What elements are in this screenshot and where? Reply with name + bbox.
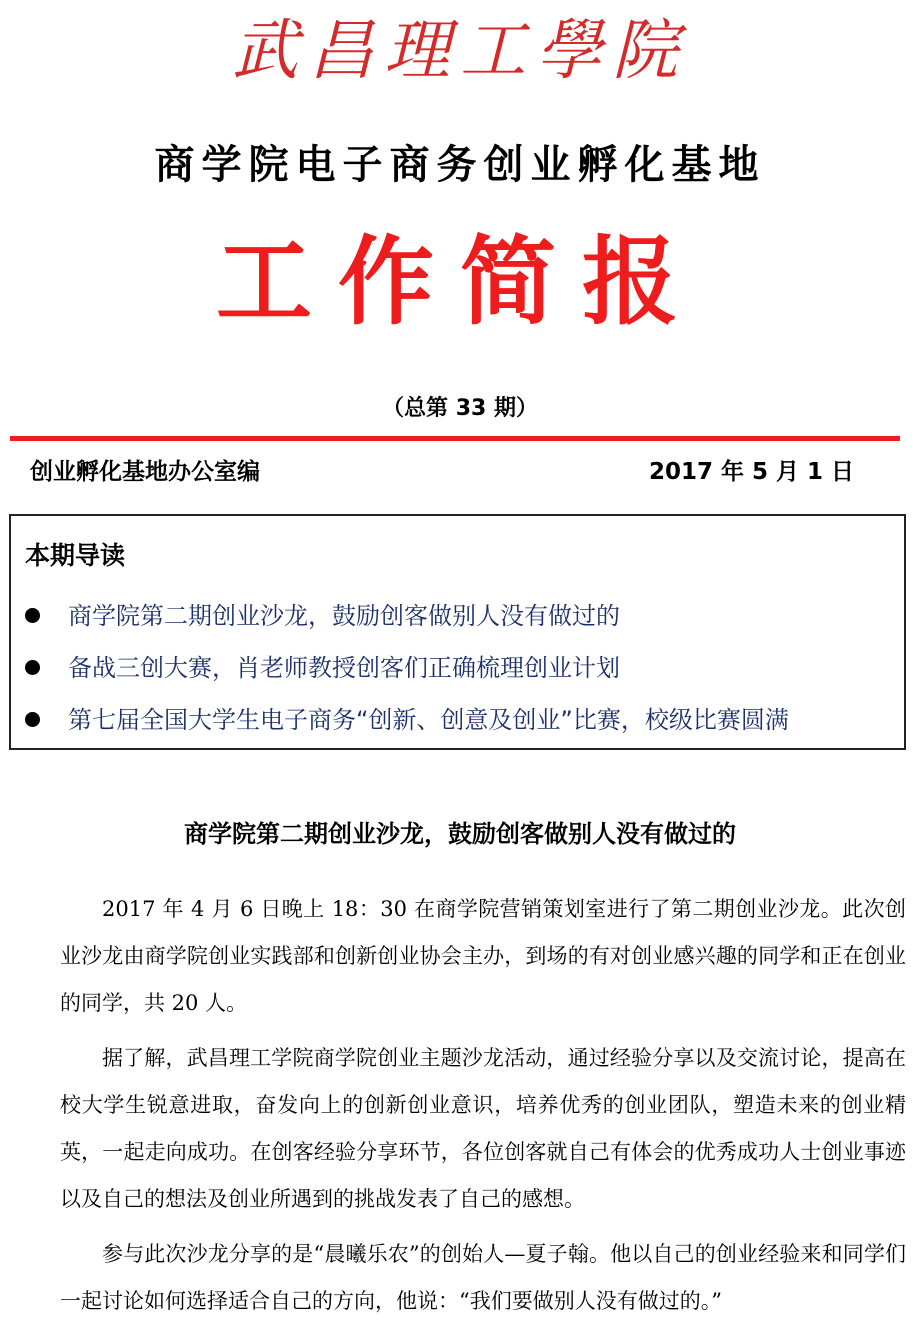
bullet-icon — [25, 608, 40, 623]
editor-line: 创业孵化基地办公室编 — [30, 459, 260, 485]
header-divider — [10, 436, 900, 441]
toc-list — [11, 596, 906, 752]
issue-number: （总第 33 期） — [382, 396, 538, 421]
school-name-logo: 武昌理工學院 — [232, 12, 688, 89]
article-paragraph: 参与此次沙龙分享的是“晨曦乐农”的创始人—夏子翰。他以自己的创业经验来和同学们一起讨论如何选择适合自己的方向，他说：“我们要做别人没有做过的。” — [60, 1242, 906, 1313]
bulletin-title: 工作简报 — [216, 225, 704, 338]
article-title: 商学院第二期创业沙龙，鼓励创客做别人没有做过的 — [184, 820, 736, 848]
toc-item-text: 第七届全国大学生电子商务“创新、创意及创业”比赛，校级比赛圆满 — [68, 706, 789, 734]
bullet-icon — [25, 712, 40, 727]
publication-date: 2017 年 5 月 1 日 — [648, 459, 854, 485]
bullet-icon — [25, 660, 40, 675]
article-paragraph: 据了解，武昌理工学院商学院创业主题沙龙活动，通过经验分享以及交流讨论，提高在校大学生锐意进取，奋发向上的创新创业意识，培养优秀的创业团队，塑造未来的创业精英，一起走向成功。在创客经验分享环节，各位创客就自己有体会的优秀成功人士创业事迹以及自己的想法及创业所遇到的挑战发表了自己的感想。 — [60, 1046, 906, 1211]
toc-item[interactable] — [11, 700, 906, 752]
toc-title: 本期导读 — [25, 541, 126, 570]
toc-box — [9, 514, 906, 750]
toc-item-text: 商学院第二期创业沙龙，鼓励创客做别人没有做过的 — [68, 602, 620, 630]
article-body — [60, 886, 906, 1333]
toc-item[interactable] — [11, 596, 906, 648]
toc-item[interactable] — [11, 648, 906, 700]
base-name: 商学院电子商务创业孵化基地 — [154, 142, 766, 188]
article-paragraph: 2017 年 4 月 6 日晚上 18：30 在商学院营销策划室进行了第二期创业沙龙。此次创业沙龙由商学院创业实践部和创新创业协会主办，到场的有对创业感兴趣的同学和正在创业的同学，共 20 人。 — [60, 897, 906, 1015]
toc-item-text: 备战三创大赛，肖老师教授创客们正确梳理创业计划 — [68, 654, 620, 682]
